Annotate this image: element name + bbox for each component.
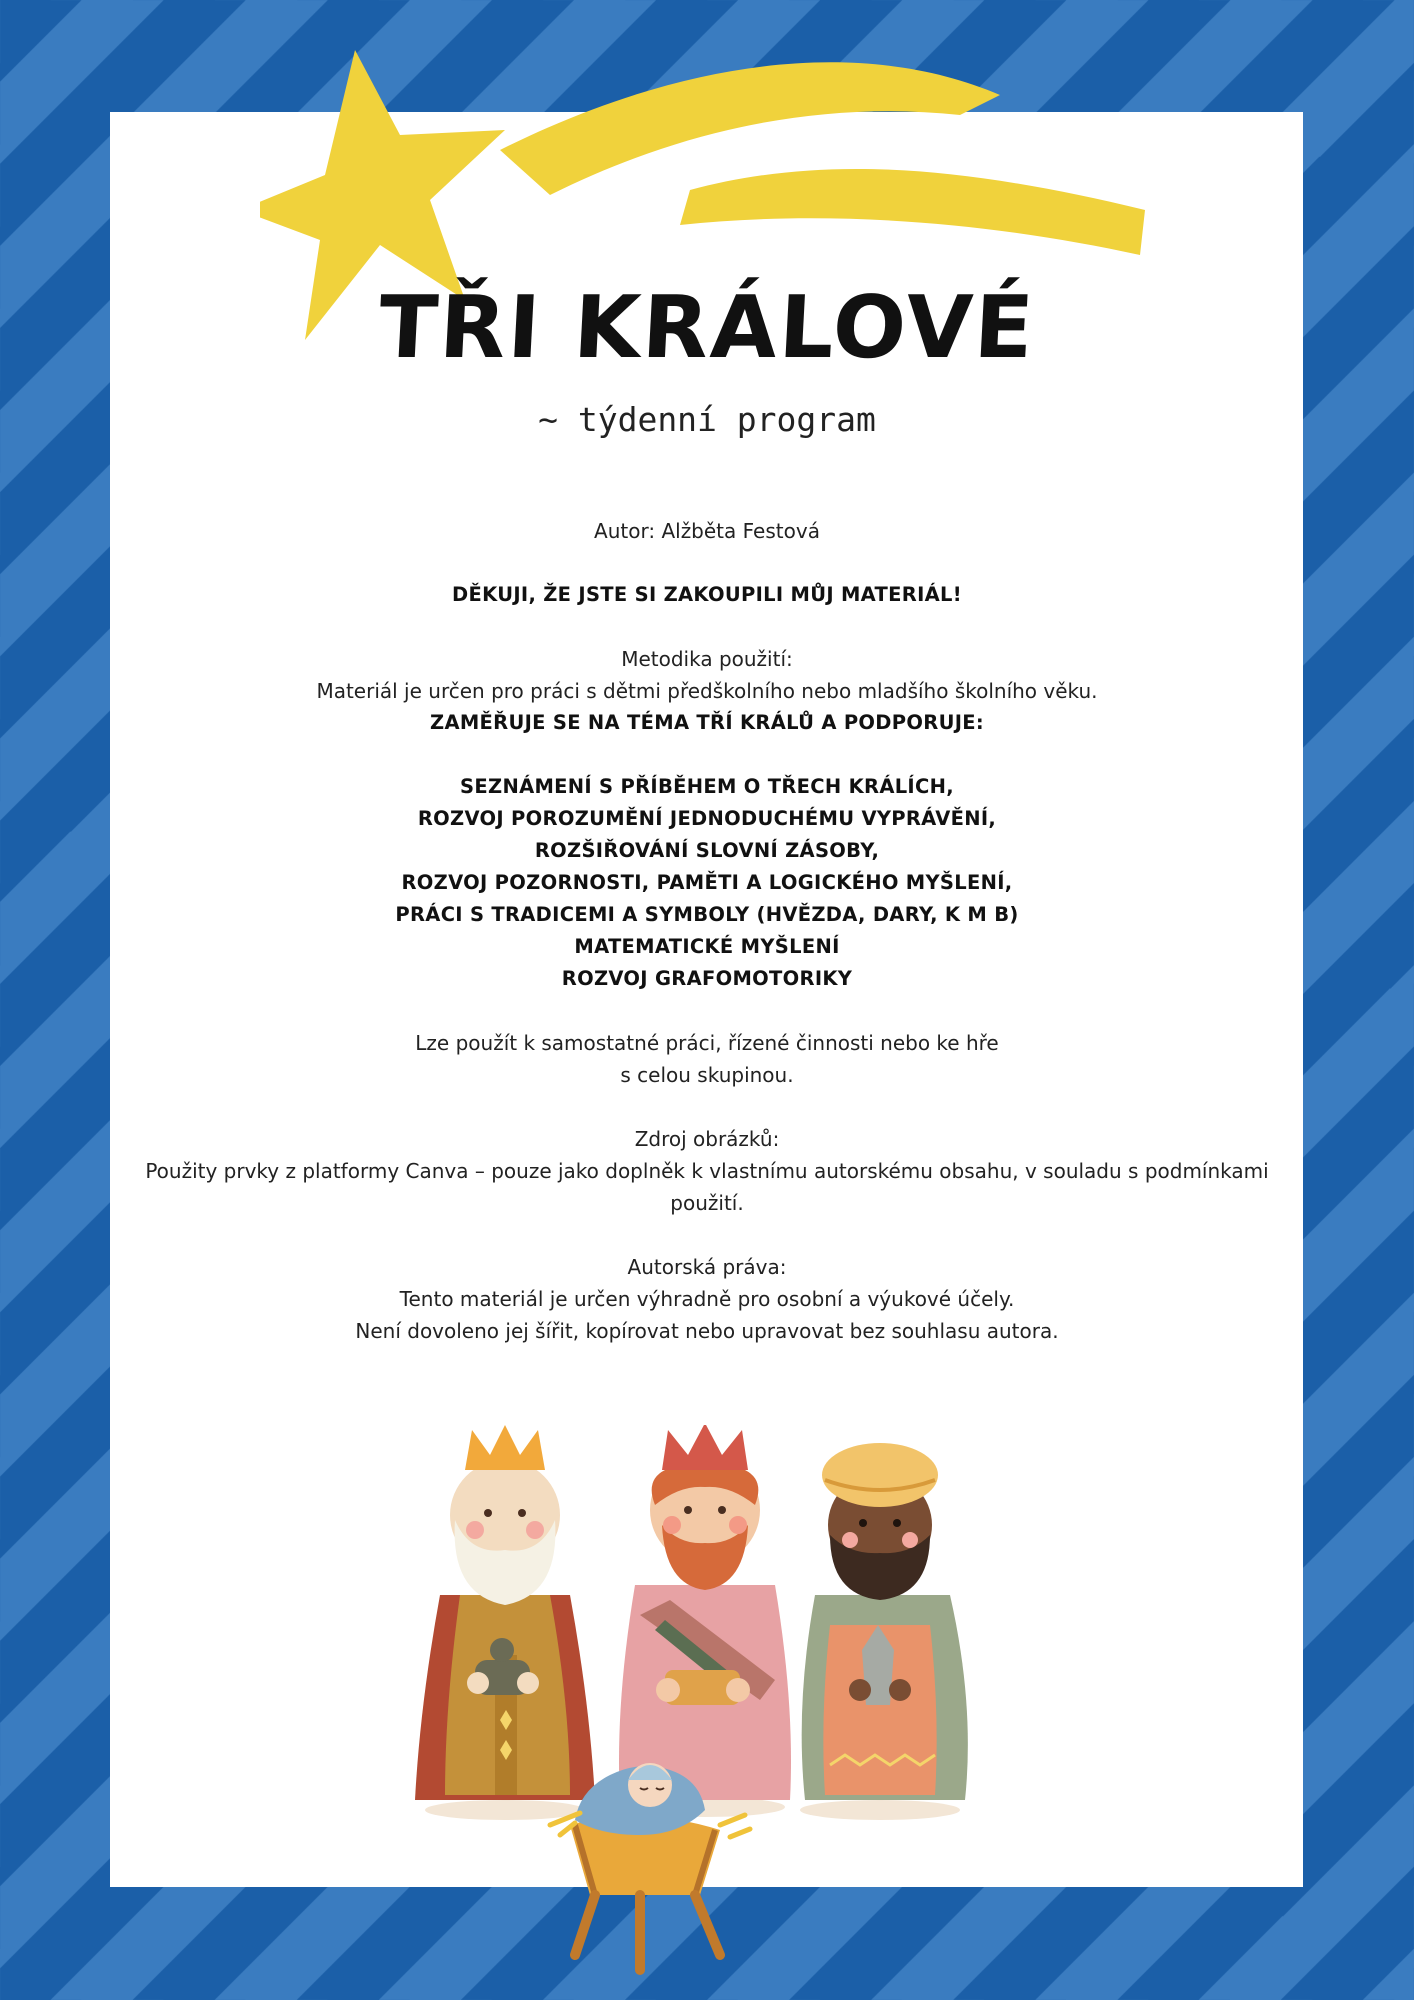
list-item: ROZŠIŘOVÁNÍ SLOVNÍ ZÁSOBY, — [534, 839, 880, 862]
usage-line: s celou skupinou. — [620, 1063, 794, 1087]
list-item: ROZVOJ POZORNOSTI, PAMĚTI A LOGICKÉHO MYŠLENÍ, — [401, 871, 1013, 894]
page-title: TŘI KRÁLOVÉ — [376, 278, 1038, 378]
author-line: Autor: Alžběta Festová — [594, 519, 820, 543]
sources-line: Použity prvky z platformy Canva – pouze jako doplněk k vlastnímu autorskému obsahu, v souladu s podmínkami — [145, 1159, 1269, 1183]
list-item: MATEMATICKÉ MYŠLENÍ — [574, 935, 840, 958]
sources-line: použití. — [670, 1191, 744, 1215]
usage-line: Lze použít k samostatné práci, řízené činnosti nebo ke hře — [415, 1031, 999, 1055]
thanks-line: DĚKUJI, ŽE JSTE SI ZAKOUPILI MŮJ MATERIÁL! — [452, 583, 962, 606]
info-text — [140, 515, 1274, 1347]
king-red-beard-icon — [619, 1425, 791, 1800]
copyright-heading: Autorská práva: — [627, 1255, 787, 1279]
copyright-line: Tento materiál je určen výhradně pro osobní a výukové účely. — [399, 1287, 1015, 1311]
list-item: PRÁCI S TRADICEMI A SYMBOLY (HVĚZDA, DARY, K M B) — [395, 903, 1019, 926]
methodology-intro: Materiál je určen pro práci s dětmi předškolního nebo mladšího školního věku. — [316, 679, 1098, 703]
king-dark-skin-icon — [802, 1443, 968, 1800]
methodology-focus: ZAMĚŘUJE SE NA TÉMA TŘÍ KRÁLŮ A PODPORUJE: — [430, 711, 984, 734]
list-item: ROZVOJ GRAFOMOTORIKY — [561, 967, 853, 990]
list-item: SEZNÁMENÍ S PŘÍBĚHEM O TŘECH KRÁLÍCH, — [460, 775, 954, 798]
king-white-beard-icon — [415, 1425, 595, 1800]
copyright-line: Není dovoleno jej šířit, kopírovat nebo upravovat bez souhlasu autora. — [355, 1319, 1059, 1343]
list-item: ROZVOJ POROZUMĚNÍ JEDNODUCHÉMU VYPRÁVĚNÍ, — [417, 807, 997, 830]
three-kings-illustration — [400, 1425, 1020, 1985]
page-subtitle: ~ týdenní program — [538, 400, 876, 439]
sources-heading: Zdroj obrázků: — [634, 1127, 780, 1151]
methodology-heading: Metodika použití: — [621, 647, 793, 671]
